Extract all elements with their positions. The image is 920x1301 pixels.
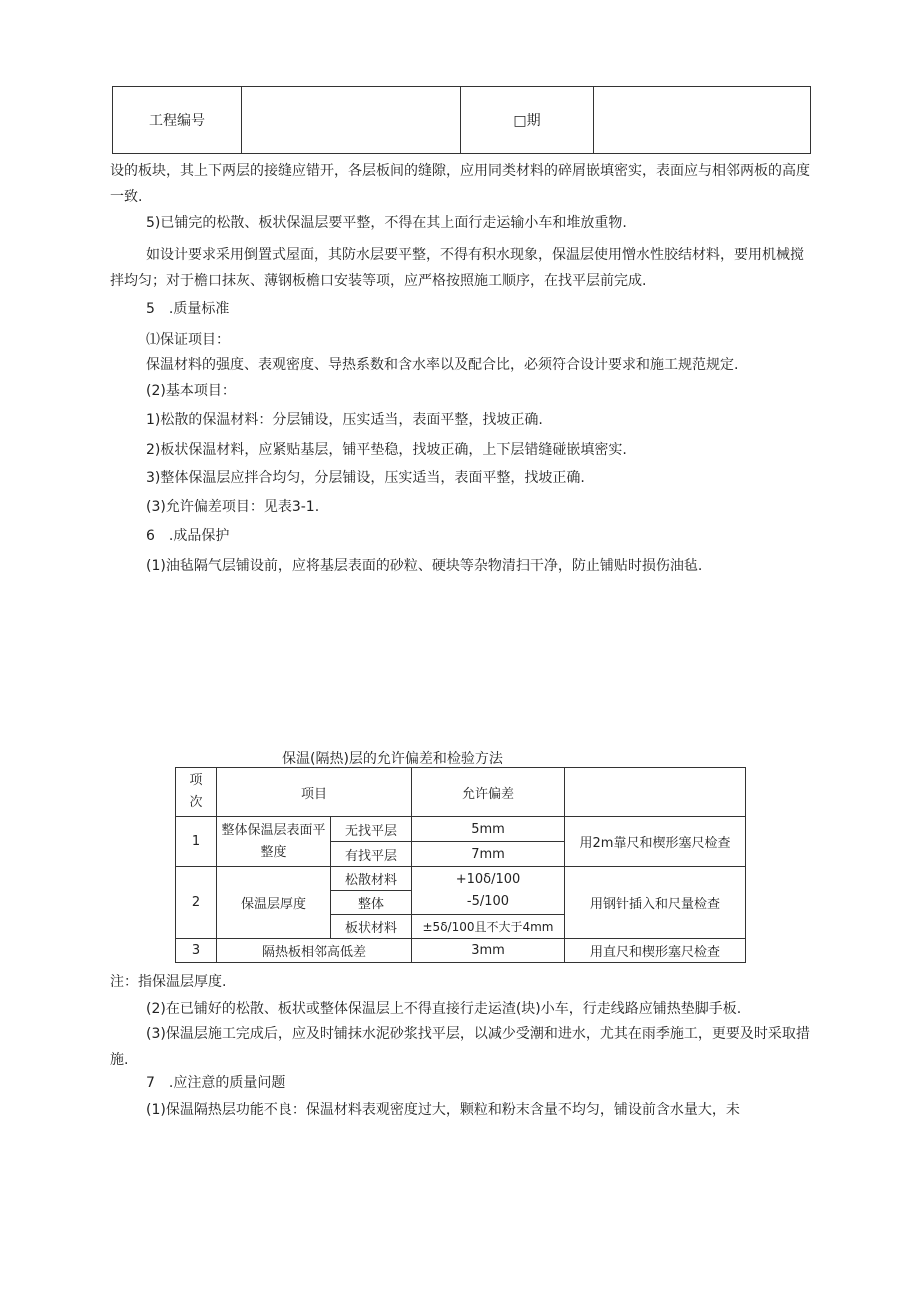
paragraph: (3)保温层施工完成后，应及时铺抹水泥砂浆找平层，以减少受潮和进水，尤其在雨季施工，更要及时采取措施.	[110, 1026, 810, 1068]
paragraph: (1)油毡隔气层铺设前，应将基层表面的砂粒、硬块等杂物清扫干净，防止铺贴时损伤油毡.	[146, 558, 703, 574]
paragraph: 1)松散的保温材料：分层铺设，压实适当，表面平整，找坡正确.	[146, 412, 543, 428]
header-no: 项次	[176, 768, 217, 817]
date-label: □期	[461, 87, 594, 154]
tolerance-table	[175, 767, 746, 963]
row-item: 保温层厚度	[217, 867, 331, 939]
row-tolerance: 5mm	[412, 817, 565, 842]
paragraph: 如设计要求采用倒置式屋面，其防水层要平整，不得有积水现象，保温层使用憎水性胶结材料，要用机械搅拌均匀；对于檐口抹灰、薄钢板檐口安装等项，应严格按照施工顺序，在找平层前完成.	[110, 247, 804, 289]
row-item: 隔热板相邻高低差	[217, 939, 412, 963]
row-method: 用钢针插入和尺量检查	[565, 867, 746, 939]
table-title: 保温(隔热)层的允许偏差和检验方法	[282, 751, 503, 767]
row-sub: 板状材料	[331, 915, 412, 939]
paragraph: 3)整体保温层应拌合均匀，分层铺设，压实适当，表面平整，找坡正确.	[146, 470, 585, 486]
paragraph: (2)在已铺好的松散、板状或整体保温层上不得直接行走运渣(块)小车，行走线路应铺热垫脚手板.	[146, 1001, 742, 1017]
project-no-value	[242, 87, 461, 154]
row-no: 3	[176, 939, 217, 963]
section-heading: 7 .应注意的质量问题	[146, 1075, 286, 1091]
paragraph: 设的板块，其上下两层的接缝应错开，各层板间的缝隙，应用同类材料的碎屑嵌填密实，表面应与相邻两板的高度一致.	[110, 163, 810, 205]
row-sub: 松散材料	[331, 867, 412, 891]
paragraph: (2)基本项目：	[146, 383, 236, 399]
header-item: 项目	[217, 768, 412, 817]
row-sub: 有找平层	[331, 842, 412, 867]
paragraph: 2)板状保温材料，应紧贴基层，铺平垫稳，找坡正确，上下层错缝碰嵌填密实.	[146, 442, 627, 458]
paragraph: 保温材料的强度、表观密度、导热系数和含水率以及配合比，必须符合设计要求和施工规范规定.	[146, 357, 739, 373]
paragraph: (3)允许偏差项目：见表3-1.	[146, 499, 320, 515]
row-tolerance: 7mm	[412, 842, 565, 867]
paragraph: ⑴保证项目：	[146, 332, 230, 348]
header-table	[112, 86, 811, 154]
date-value	[594, 87, 811, 154]
section-heading: 6 .成品保护	[146, 528, 230, 544]
row-item: 整体保温层表面平整度	[217, 817, 331, 867]
row-no: 2	[176, 867, 217, 939]
row-tolerance: +10δ/100 -5/100	[412, 867, 565, 915]
paragraph: (1)保温隔热层功能不良：保温材料表观密度过大，颗粒和粉末含量不均匀，铺设前含水量大，未	[146, 1102, 740, 1118]
section-heading: 5 .质量标准	[146, 301, 230, 317]
row-no: 1	[176, 817, 217, 867]
row-sub: 无找平层	[331, 817, 412, 842]
header-method	[565, 768, 746, 817]
row-method: 用直尺和楔形塞尺检查	[565, 939, 746, 963]
paragraph: 5)已铺完的松散、板状保温层要平整，不得在其上面行走运输小车和堆放重物.	[146, 215, 627, 231]
project-no-label: 工程编号	[113, 87, 242, 154]
row-tolerance: ±5δ/100且不大于4mm	[412, 915, 565, 939]
table-note: 注：指保温层厚度.	[110, 974, 227, 990]
header-tolerance: 允许偏差	[412, 768, 565, 817]
row-tolerance: 3mm	[412, 939, 565, 963]
row-method: 用2m靠尺和楔形塞尺检查	[565, 817, 746, 867]
row-sub: 整体	[331, 891, 412, 915]
